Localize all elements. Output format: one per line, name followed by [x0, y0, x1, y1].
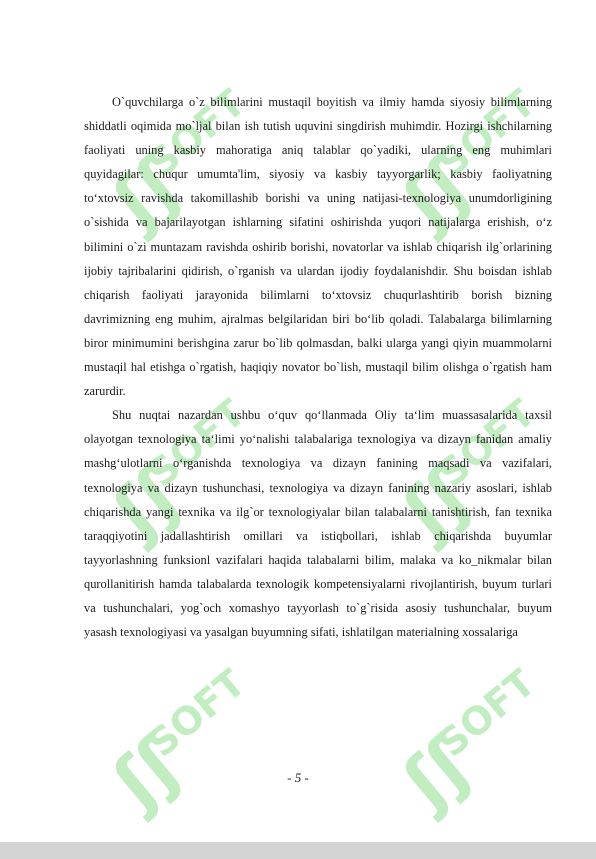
svg-text:ʃʃ: ʃʃ: [98, 142, 196, 244]
svg-text:ʃʃ: ʃʃ: [388, 452, 486, 554]
svg-text:SOFT: SOFT: [139, 390, 254, 496]
paragraph: Shu nuqtai nazardan ushbu o‘quv qo‘llanmada Oliy ta‘lim muassasalarida taxsil olayotgan texnologiya ta‘limi yo‘nalishi talabalariga texnologiya va dizayn fanidan amaliy mashg‘ulotlarni o‘rganishda texnologiya va dizayn fanining maqsadi va vazifalari, texnologiya va dizayn tushunchasi, texnologiya va dizayn fanining nazariy asoslari, ishlab chiqarishda yangi texnika va ilg`or texnologiyalar bilan talabalarni tanishtirish, fan texnika taraqqiyotini jadallashtirish omillari va istiqbollari, ishlab chiqarishda buyumlar tayyorlashning funksionl vazifalari haqida talabalarni bilim, malaka va ko_nikmalar bilan qurollanitirish hamda talabalarda texnologik kompetensiyalarni rivojlantirish, buyum turlari va tushunchalari, yog`och xomashyo tayyorlash to`g`risida asosiy tushunchalar, buyum yasash texnologiyasi va yasalgan buyumning sifati, ishlatilgan materialning xossalariga: [84, 408, 552, 640]
svg-text:SOFT: SOFT: [429, 390, 544, 496]
paragraph: O`quvchilarga o`z bilimlarini mustaqil boyitish va ilmiy hamda siyosiy bilimlarning shiddatli oqimida mo`ljal bilan ish tutish uquvini singdirish muhimdir. Hozirgi ishchilarning faoliyati uning kasbiy mahoratiga aniq talablar qo`yadiki, ularning eng muhimlari quyidagilar: chuqur umumta'lim, siyosiy va kasbiy tayyorgarlik; kasbiy faoliyatning to‘xtovsiz ravishda takomillashib borishi va uning natijasi-texnologiya unumdorligining o`sishida va bajarilayotgan ishlarning sifatini oshirishda yuqori natijalarga erishish, o‘z bilimini o`zi muntazam ravishda oshirib borishi, novatorlar va ishlab chiqarish ilg`orlarining ijobiy tajribalarini qidirish, o`rganish va ulardan ijodiy foydalanishdir. Shu boisdan ishlab chiqarish faoliyati jarayonida bilimlarni to‘xtovsiz chuqurlashtirib borish bizning davrimizning eng muhim, ajralmas belgilaridan biri bo‘lib qoladi. Talabalarga bilimlarning biror minimumini berishgina zarur bo`lib qolmasdan, balki ularga yangi qiyin muammolarni mustaqil hal etishga o`rgatish, haqiqiy novator bo`lish, mustaqil bilim olishga o`rgatish ham zarurdir.: [84, 95, 552, 399]
svg-text:ʃʃ: ʃʃ: [388, 142, 486, 244]
body-text: [84, 90, 552, 644]
svg-text:SOFT: SOFT: [429, 660, 544, 766]
svg-text:ʃʃ: ʃʃ: [98, 452, 196, 554]
watermark-logo: [55, 615, 295, 855]
svg-text:ʃʃ: ʃʃ: [98, 722, 196, 824]
page-number: - 5 -: [287, 770, 309, 785]
svg-text:SOFT: SOFT: [139, 660, 254, 766]
svg-text:SOFT: SOFT: [429, 80, 544, 186]
svg-text:SOFT: SOFT: [139, 80, 254, 186]
watermark-logo: [345, 615, 585, 855]
svg-text:ʃʃ: ʃʃ: [388, 722, 486, 824]
